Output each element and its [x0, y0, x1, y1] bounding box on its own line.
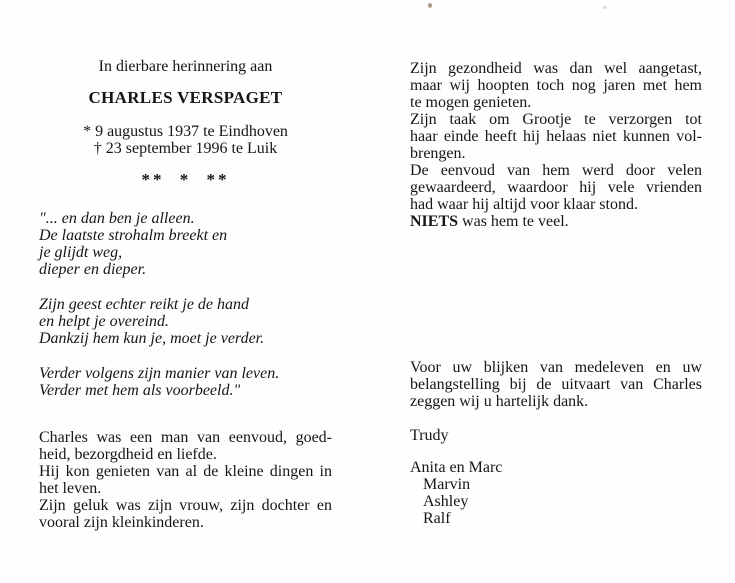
poem-line: De laatste strohalm breekt en	[39, 227, 228, 244]
memorial-poem	[39, 210, 332, 417]
scan-speck	[428, 3, 432, 8]
family-signatures	[410, 459, 502, 527]
poem-line: en helpt je overeind.	[39, 313, 170, 330]
signature-trudy: Trudy	[410, 427, 449, 444]
paragraph-line: Voor uw blijken van medeleven en uw	[410, 359, 702, 376]
deceased-name: CHARLES VERSPAGET	[88, 88, 283, 107]
paragraph-line: brengen.	[410, 145, 466, 162]
paragraph-line: De eenvoud van hem werd door velen	[410, 162, 702, 179]
poem-line: je glijdt weg,	[39, 244, 123, 261]
paragraph-line: Hij kon genieten van al de kleine dingen in	[39, 463, 332, 480]
poem-line: Verder volgens zijn manier van leven.	[39, 365, 280, 382]
poem-line: Zijn geest echter reikt je de hand	[39, 296, 250, 313]
birth-date-line: * 9 augustus 1937 te Eindhoven	[83, 123, 288, 140]
character-paragraph	[39, 429, 332, 531]
paragraph-line: Zijn geluk was zijn vrouw, zijn dochter en	[39, 497, 332, 514]
paragraph-line: had waar hij altijd voor klaar stond.	[410, 196, 638, 213]
poem-line: Verder met hem als voorbeeld."	[39, 382, 241, 399]
paragraph-line: maar wij hoopten toch nog jaren met hem	[410, 77, 702, 94]
death-date-line: † 23 september 1996 te Luik	[93, 140, 278, 157]
paragraph-line: gewaardeerd, waardoor hij vele vrienden	[410, 179, 702, 196]
paragraph-line: zeggen wij u hartelijk dank.	[410, 393, 589, 410]
poem-line: Dankzij hem kun je, moet je verder.	[39, 330, 265, 347]
paragraph-line: haar einde heeft hij helaas niet kunnen vol-	[410, 128, 702, 145]
paragraph-line: vooral zijn kleinkinderen.	[39, 514, 204, 531]
signature-name: Ashley	[423, 493, 469, 510]
signature-name: Marvin	[423, 476, 471, 493]
niets-emphasis: NIETS	[410, 213, 459, 230]
signature-name: Ralf	[423, 510, 451, 527]
health-paragraph	[410, 60, 702, 230]
memorial-header	[39, 58, 332, 188]
asterisk-separator: ** * **	[141, 170, 230, 189]
poem-stanza	[39, 365, 332, 399]
header-intro: In dierbare herinnering aan	[98, 58, 273, 75]
paragraph-line: Charles was een man van eenvoud, goed-	[39, 429, 332, 446]
poem-stanza	[39, 210, 332, 278]
paragraph-line: het leven.	[39, 480, 102, 497]
thanks-paragraph	[410, 359, 702, 410]
niets-rest: was hem te veel.	[458, 213, 569, 230]
poem-line: dieper en dieper.	[39, 261, 147, 278]
poem-stanza	[39, 296, 332, 347]
paragraph-line: te mogen genieten.	[410, 94, 532, 111]
poem-line: "... en dan ben je alleen.	[39, 210, 195, 227]
paragraph-line: Zijn taak om Grootje te verzorgen tot	[410, 111, 702, 128]
paragraph-line: belangstelling bij de uitvaart van Charles	[410, 376, 702, 393]
paragraph-line: heid, bezorgdheid en liefde.	[39, 446, 217, 463]
paragraph-line: Zijn gezondheid was dan wel aangetast,	[410, 60, 702, 77]
scan-speck	[603, 6, 607, 9]
niets-line	[410, 213, 702, 230]
signature-name: Anita en Marc	[410, 459, 503, 476]
